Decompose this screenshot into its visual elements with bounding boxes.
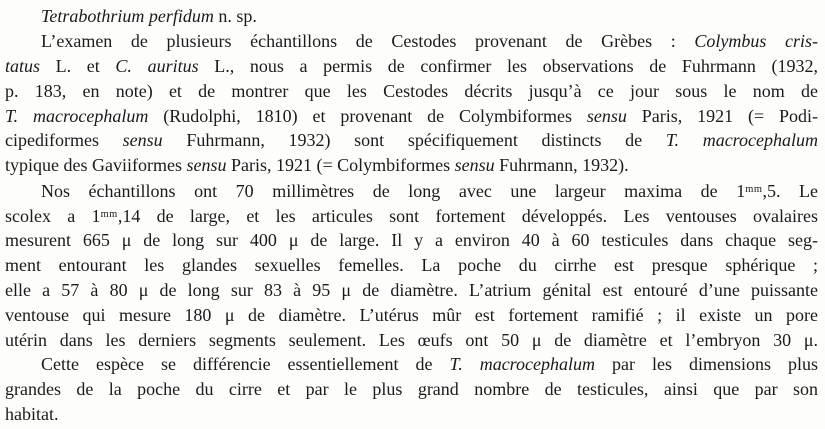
text-segment: mesurent 665 μ de long sur 400 μ de large. Il y a environ 40 à 60 testicules dans chaque seg- [5,230,818,251]
page-text [5,4,818,427]
text-segment: ventouse qui mesure 180 μ de diamètre. L’utérus mûr est fortement ramifié ; il existe un pore [5,304,818,325]
text-segment: par les dimensions plus [595,354,818,375]
text-segment: ment entourant les glandes sexuelles femelles. La poche du cirrhe est presque sphérique ; [5,254,818,275]
text-segment: L’examen de plusieurs échantillons de Cestodes provenant de Grèbes : [41,30,695,51]
italic-taxon-text: T. macrocephalum [449,354,595,375]
text-line [5,104,818,129]
text-line [5,377,818,402]
text-segment: Fuhrmann, 1932). [494,155,629,176]
italic-taxon-text: C. auritus [115,55,199,76]
text-line [5,228,818,253]
italic-taxon-text: T. macrocephalum [665,130,818,151]
italic-taxon-text: sensu [454,155,495,176]
text-line [5,352,818,377]
text-line [5,153,818,178]
text-line [5,178,818,203]
text-line [5,278,818,303]
superscript-unit: mm [100,209,118,221]
italic-taxon-text: Colymbus cris- [694,30,818,51]
text-line [5,253,818,278]
text-line [5,128,818,153]
italic-taxon-text: sensu [586,105,627,126]
text-segment: L., nous a permis de confirmer les observations de Fuhrmann (1932, [198,55,818,76]
text-line [5,54,818,79]
text-line [5,29,818,54]
text-segment: ,14 de large, et les articules sont fortement développés. Les ventouses ovalaires [117,206,818,227]
text-segment: Fuhrmann, 1932) sont spécifiquement distincts de [162,130,666,151]
superscript-unit: mm [745,184,763,196]
text-segment: L. et [40,55,116,76]
text-segment: Paris, 1921 (= Colymbiformes [226,155,455,176]
species-heading [5,4,818,29]
text-line [5,203,818,228]
text-segment: grandes de la poche du cirre et par le plus grand nombre de testicules, ainsi que par son [5,379,818,400]
italic-taxon-text: Tetrabothrium perfidum [41,6,214,26]
text-segment: habitat. [5,404,59,425]
text-line [5,79,818,104]
text-segment: ,5. Le [762,181,818,202]
italic-taxon-text: sensu [122,130,163,151]
text-segment: Cette espèce se différencie essentiellement de [41,354,450,375]
text-segment: typique des Gaviiformes [5,155,187,176]
text-segment: p. 183, en note) et de montrer que les Cestodes décrits jusqu’à ce jour sous le nom de [5,80,818,101]
text-segment: Nos échantillons ont 70 millimètres de long avec une largeur maxima de 1 [41,181,746,202]
italic-taxon-text: sensu [186,155,227,176]
italic-taxon-text: tatus [5,55,41,76]
text-segment: (Rudolphi, 1810) et provenant de Colymbiformes [148,105,587,126]
text-segment: utérin dans les derniers segments seulement. Les œufs ont 50 μ de diamètre et l’embryon 30 μ. [5,329,818,350]
text-line [5,402,818,427]
italic-taxon-text: T. macrocephalum [5,105,149,126]
text-segment: n. sp. [213,6,257,26]
text-segment: elle a 57 à 80 μ de long sur 83 à 95 μ de diamètre. L’atrium génital est entouré d’une puissante [5,279,818,300]
text-line [5,328,818,353]
text-line [5,303,818,328]
text-segment: cipediformes [5,130,123,151]
text-segment: Paris, 1921 (= Podi- [626,105,818,126]
text-segment: scolex a 1 [5,206,101,227]
